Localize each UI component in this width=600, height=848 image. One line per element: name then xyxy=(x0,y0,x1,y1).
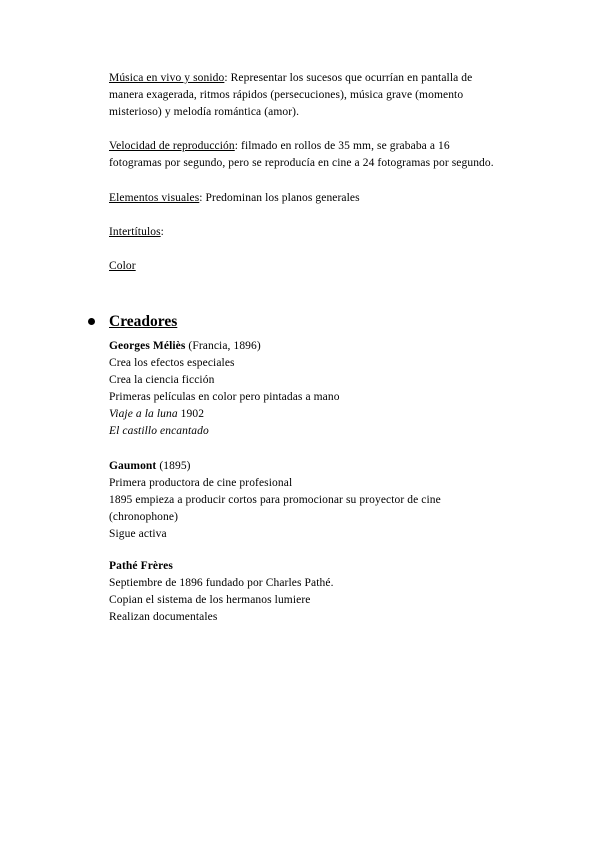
gaumont-meta: (1895) xyxy=(156,460,191,472)
melies-line: Crea la ciencia ficción xyxy=(109,374,215,386)
pathe-line: Copian el sistema de los hermanos lumiere xyxy=(109,594,311,606)
musica-paragraph xyxy=(109,70,549,121)
melies-film1-year: 1902 xyxy=(177,408,205,420)
gaumont-line: 1895 empieza a producir cortos para promocionar su proyector de cine xyxy=(109,494,441,506)
gaumont-line: Sigue activa xyxy=(109,528,167,540)
gaumont-block xyxy=(109,458,549,543)
pathe-block xyxy=(109,558,549,626)
pathe-line: Realizan documentales xyxy=(109,611,218,623)
musica-line1: : Representar los sucesos que ocurrían en pantalla de xyxy=(224,72,473,84)
pathe-line: Septiembre de 1896 fundado por Charles Pathé. xyxy=(109,577,334,589)
intertitulos-label: Intertítulos xyxy=(109,226,161,238)
musica-line2: manera exagerada, ritmos rápidos (persecuciones), música grave (momento xyxy=(109,89,464,101)
intertitulos-paragraph xyxy=(109,224,549,241)
melies-film1-title: Viaje a la luna xyxy=(109,408,178,420)
elementos-paragraph xyxy=(109,190,549,207)
melies-film2-title: El castillo encantado xyxy=(109,425,209,437)
gaumont-line: Primera productora de cine profesional xyxy=(109,477,293,489)
velocidad-line1: : filmado en rollos de 35 mm, se grababa a 16 xyxy=(234,140,450,152)
color-paragraph xyxy=(109,258,549,275)
bullet-icon xyxy=(88,318,95,325)
melies-meta: (Francia, 1896) xyxy=(185,340,261,352)
pathe-name: Pathé Frères xyxy=(109,560,173,572)
velocidad-paragraph xyxy=(109,138,549,172)
creadores-heading: Creadores xyxy=(109,313,178,330)
melies-name: Georges Méliès xyxy=(109,340,186,352)
elementos-text: : Predominan los planos generales xyxy=(199,192,360,204)
melies-block xyxy=(109,338,549,440)
gaumont-line: (chronophone) xyxy=(109,511,178,523)
musica-label: Música en vivo y sonido xyxy=(109,72,225,84)
velocidad-label: Velocidad de reproducción xyxy=(109,140,235,152)
gaumont-name: Gaumont xyxy=(109,460,157,472)
musica-line3: misterioso) y melodía romántica (amor). xyxy=(109,106,300,118)
elementos-label: Elementos visuales xyxy=(109,192,200,204)
intertitulos-text: : xyxy=(160,226,164,238)
color-label: Color xyxy=(109,260,136,272)
velocidad-line2: fotogramas por segundo, pero se reproducía en cine a 24 fotogramas por segundo. xyxy=(109,157,494,169)
melies-line: Primeras películas en color pero pintadas a mano xyxy=(109,391,340,403)
melies-line: Crea los efectos especiales xyxy=(109,357,235,369)
